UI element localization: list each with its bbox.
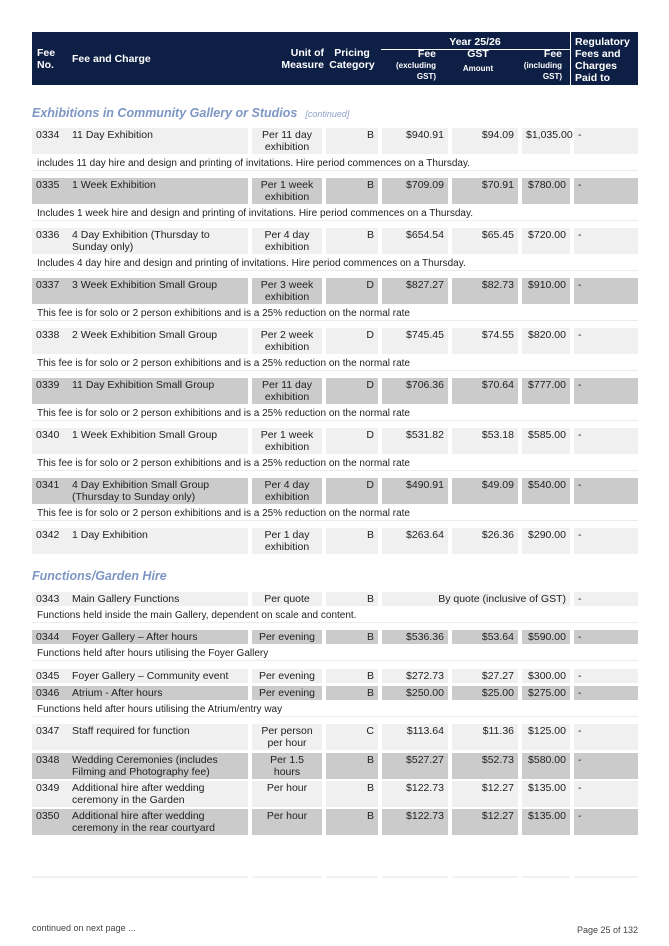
page-number: Page 25 of 132 xyxy=(576,925,638,935)
regulatory-paid-to: - xyxy=(574,178,638,204)
fee-name: 2 Week Exhibition Small Group xyxy=(68,328,248,354)
regulatory-paid-to: - xyxy=(574,528,638,554)
table-row xyxy=(32,686,638,700)
fee-number: 0341 xyxy=(32,478,68,504)
fee-excluding-gst: $654.54 xyxy=(382,228,448,254)
gst-amount: $11.36 xyxy=(452,724,518,750)
regulatory-paid-to: - xyxy=(574,328,638,354)
fee-excluding-gst: $272.73 xyxy=(382,669,448,683)
regulatory-paid-to: - xyxy=(574,378,638,404)
header-fee-inc: Fee (including GST) xyxy=(523,48,562,81)
continued-label: [continued] xyxy=(305,109,350,119)
fee-number: 0336 xyxy=(32,228,68,254)
pricing-category: B xyxy=(326,781,378,807)
table-row xyxy=(32,328,638,354)
fee-excluding-gst: $745.45 xyxy=(382,328,448,354)
pricing-category: B xyxy=(326,809,378,835)
fee-including-gst: $300.00 xyxy=(522,669,570,683)
fee-including-gst: $135.00 xyxy=(522,809,570,835)
header-pricing: Pricing Category xyxy=(329,47,375,71)
fee-name: 1 Week Exhibition xyxy=(68,178,248,204)
gst-amount: $70.91 xyxy=(452,178,518,204)
regulatory-paid-to: - xyxy=(574,478,638,504)
fee-name: Additional hire after wedding ceremony in the rear courtyard xyxy=(68,809,248,835)
fee-note: This fee is for solo or 2 person exhibitions and is a 25% reduction on the normal rate xyxy=(32,408,638,421)
gst-amount: $26.36 xyxy=(452,528,518,554)
gst-amount: $12.27 xyxy=(452,781,518,807)
fee-note: This fee is for solo or 2 person exhibitions and is a 25% reduction on the normal rate xyxy=(32,458,638,471)
gst-amount: $94.09 xyxy=(452,128,518,154)
gst-amount: $82.73 xyxy=(452,278,518,304)
fee-including-gst: $780.00 xyxy=(522,178,570,204)
fee-note: Functions held after hours utilising the Foyer Gallery xyxy=(32,648,638,661)
fee-including-gst: $590.00 xyxy=(522,630,570,644)
regulatory-paid-to: - xyxy=(574,228,638,254)
fee-name: Foyer Gallery – After hours xyxy=(68,630,248,644)
table-row xyxy=(32,669,638,683)
fee-excluding-gst: $827.27 xyxy=(382,278,448,304)
fee-including-gst: $135.00 xyxy=(522,781,570,807)
pricing-category: B xyxy=(326,669,378,683)
table-row xyxy=(32,753,638,779)
fee-name: 3 Week Exhibition Small Group xyxy=(68,278,248,304)
regulatory-paid-to: - xyxy=(574,724,638,750)
unit-of-measure: Per hour xyxy=(252,809,322,835)
empty-row xyxy=(32,876,638,878)
unit-of-measure: Per 2 week exhibition xyxy=(252,328,322,354)
unit-of-measure: Per 11 day exhibition xyxy=(252,378,322,404)
fee-name: 4 Day Exhibition Small Group (Thursday to Sunday only) xyxy=(68,478,248,504)
table-row xyxy=(32,528,638,554)
regulatory-paid-to: - xyxy=(574,592,638,606)
pricing-category: B xyxy=(326,128,378,154)
table-row xyxy=(32,478,638,504)
fee-note: includes 11 day hire and design and printing of invitations. Hire period commences on a Thursday. xyxy=(32,158,638,171)
fee-number: 0342 xyxy=(32,528,68,554)
fee-excluding-gst: $490.91 xyxy=(382,478,448,504)
fee-excluding-gst: $527.27 xyxy=(382,753,448,779)
regulatory-paid-to: - xyxy=(574,428,638,454)
pricing-category: C xyxy=(326,724,378,750)
gst-amount: $49.09 xyxy=(452,478,518,504)
fee-excluding-gst: $940.91 xyxy=(382,128,448,154)
header-fee-ex: Fee (excluding GST) xyxy=(395,48,436,81)
regulatory-paid-to: - xyxy=(574,128,638,154)
quote-text: By quote (inclusive of GST) xyxy=(382,592,570,606)
fee-number: 0349 xyxy=(32,781,68,807)
fee-excluding-gst: $250.00 xyxy=(382,686,448,700)
gst-amount: $12.27 xyxy=(452,809,518,835)
regulatory-paid-to: - xyxy=(574,753,638,779)
pricing-category: B xyxy=(326,753,378,779)
unit-of-measure: Per evening xyxy=(252,686,322,700)
fee-number: 0334 xyxy=(32,128,68,154)
fee-including-gst: $580.00 xyxy=(522,753,570,779)
unit-of-measure: Per quote xyxy=(252,592,322,606)
fee-number: 0343 xyxy=(32,592,68,606)
fee-name: Staff required for function xyxy=(68,724,248,750)
fee-including-gst: $585.00 xyxy=(522,428,570,454)
header-unit: Unit of Measure xyxy=(281,47,324,71)
pricing-category: B xyxy=(326,630,378,644)
table-row xyxy=(32,128,638,154)
fee-name: 1 Day Exhibition xyxy=(68,528,248,554)
fee-including-gst: $720.00 xyxy=(522,228,570,254)
section-title-functions: Functions/Garden Hire xyxy=(32,569,167,583)
fee-number: 0346 xyxy=(32,686,68,700)
fee-excluding-gst: $263.64 xyxy=(382,528,448,554)
pricing-category: D xyxy=(326,428,378,454)
gst-amount: $53.18 xyxy=(452,428,518,454)
regulatory-paid-to: - xyxy=(574,278,638,304)
regulatory-paid-to: - xyxy=(574,781,638,807)
fee-including-gst: $125.00 xyxy=(522,724,570,750)
fee-name: Main Gallery Functions xyxy=(68,592,248,606)
fee-number: 0345 xyxy=(32,669,68,683)
fee-excluding-gst: $536.36 xyxy=(382,630,448,644)
gst-amount: $25.00 xyxy=(452,686,518,700)
fee-excluding-gst: $122.73 xyxy=(382,781,448,807)
fee-note: This fee is for solo or 2 person exhibitions and is a 25% reduction on the normal rate xyxy=(32,508,638,521)
fee-number: 0335 xyxy=(32,178,68,204)
header-year: Year 25/26 xyxy=(449,36,501,48)
unit-of-measure: Per person per hour xyxy=(252,724,322,750)
fee-number: 0337 xyxy=(32,278,68,304)
pricing-category: B xyxy=(326,686,378,700)
regulatory-paid-to: - xyxy=(574,809,638,835)
fee-including-gst: $1,035.00 xyxy=(522,128,570,154)
unit-of-measure: Per 1 week exhibition xyxy=(252,428,322,454)
fee-number: 0339 xyxy=(32,378,68,404)
gst-amount: $27.27 xyxy=(452,669,518,683)
header-regulatory: Regulatory Fees and Charges Paid to xyxy=(575,36,630,84)
pricing-category: D xyxy=(326,328,378,354)
fee-name: 11 Day Exhibition xyxy=(68,128,248,154)
unit-of-measure: Per 1.5 hours xyxy=(252,753,322,779)
fee-including-gst: $910.00 xyxy=(522,278,570,304)
fee-including-gst: $290.00 xyxy=(522,528,570,554)
fee-number: 0338 xyxy=(32,328,68,354)
unit-of-measure: Per 3 week exhibition xyxy=(252,278,322,304)
table-row xyxy=(32,592,638,606)
section-title-exhibitions: Exhibitions in Community Gallery or Studios [continued] xyxy=(32,106,350,120)
table-row xyxy=(32,724,638,750)
gst-amount: $53.64 xyxy=(452,630,518,644)
unit-of-measure: Per evening xyxy=(252,630,322,644)
fee-excluding-gst: $113.64 xyxy=(382,724,448,750)
unit-of-measure: Per 4 day exhibition xyxy=(252,228,322,254)
table-header xyxy=(32,32,638,85)
pricing-category: B xyxy=(326,592,378,606)
continued-note: continued on next page ... xyxy=(32,923,136,933)
table-row xyxy=(32,278,638,304)
unit-of-measure: Per 11 day exhibition xyxy=(252,128,322,154)
gst-amount: $74.55 xyxy=(452,328,518,354)
regulatory-paid-to: - xyxy=(574,686,638,700)
table-row xyxy=(32,809,638,835)
fee-excluding-gst: $531.82 xyxy=(382,428,448,454)
pricing-category: D xyxy=(326,478,378,504)
fee-number: 0347 xyxy=(32,724,68,750)
pricing-category: D xyxy=(326,278,378,304)
table-row xyxy=(32,630,638,644)
unit-of-measure: Per 1 week exhibition xyxy=(252,178,322,204)
fee-name: 1 Week Exhibition Small Group xyxy=(68,428,248,454)
header-fee-no: Fee No. xyxy=(37,47,56,71)
fee-note: Functions held inside the main Gallery, dependent on scale and content. xyxy=(32,610,638,623)
table-row xyxy=(32,428,638,454)
fee-excluding-gst: $122.73 xyxy=(382,809,448,835)
fee-name: 4 Day Exhibition (Thursday to Sunday only) xyxy=(68,228,248,254)
fee-including-gst: $820.00 xyxy=(522,328,570,354)
fee-name: Wedding Ceremonies (includes Filming and Photography fee) xyxy=(68,753,248,779)
fee-name: Foyer Gallery – Community event xyxy=(68,669,248,683)
fee-name: Atrium - After hours xyxy=(68,686,248,700)
regulatory-paid-to: - xyxy=(574,669,638,683)
unit-of-measure: Per 1 day exhibition xyxy=(252,528,322,554)
table-row xyxy=(32,781,638,807)
pricing-category: B xyxy=(326,528,378,554)
fee-including-gst: $540.00 xyxy=(522,478,570,504)
header-gst: GST Amount xyxy=(462,48,494,73)
fee-number: 0348 xyxy=(32,753,68,779)
fee-excluding-gst: $709.09 xyxy=(382,178,448,204)
gst-amount: $65.45 xyxy=(452,228,518,254)
fee-number: 0344 xyxy=(32,630,68,644)
pricing-category: B xyxy=(326,228,378,254)
fee-note: Includes 4 day hire and design and printing of invitations. Hire period commences on a Thursday. xyxy=(32,258,638,271)
header-fee-charge: Fee and Charge xyxy=(72,53,151,65)
pricing-category: D xyxy=(326,378,378,404)
fee-excluding-gst: $706.36 xyxy=(382,378,448,404)
fee-note: Functions held after hours utilising the Atrium/entry way xyxy=(32,704,638,717)
fee-including-gst: $777.00 xyxy=(522,378,570,404)
regulatory-paid-to: - xyxy=(574,630,638,644)
table-row xyxy=(32,378,638,404)
gst-amount: $70.64 xyxy=(452,378,518,404)
pricing-category: B xyxy=(326,178,378,204)
fee-note: This fee is for solo or 2 person exhibitions and is a 25% reduction on the normal rate xyxy=(32,358,638,371)
table-row xyxy=(32,178,638,204)
unit-of-measure: Per 4 day exhibition xyxy=(252,478,322,504)
gst-amount: $52.73 xyxy=(452,753,518,779)
fee-number: 0350 xyxy=(32,809,68,835)
unit-of-measure: Per evening xyxy=(252,669,322,683)
fee-name: 11 Day Exhibition Small Group xyxy=(68,378,248,404)
fee-name: Additional hire after wedding ceremony in the Garden xyxy=(68,781,248,807)
fee-note: Includes 1 week hire and design and printing of invitations. Hire period commences on a Thursday. xyxy=(32,208,638,221)
table-row xyxy=(32,228,638,254)
fee-note: This fee is for solo or 2 person exhibitions and is a 25% reduction on the normal rate xyxy=(32,308,638,321)
unit-of-measure: Per hour xyxy=(252,781,322,807)
fee-including-gst: $275.00 xyxy=(522,686,570,700)
fee-number: 0340 xyxy=(32,428,68,454)
